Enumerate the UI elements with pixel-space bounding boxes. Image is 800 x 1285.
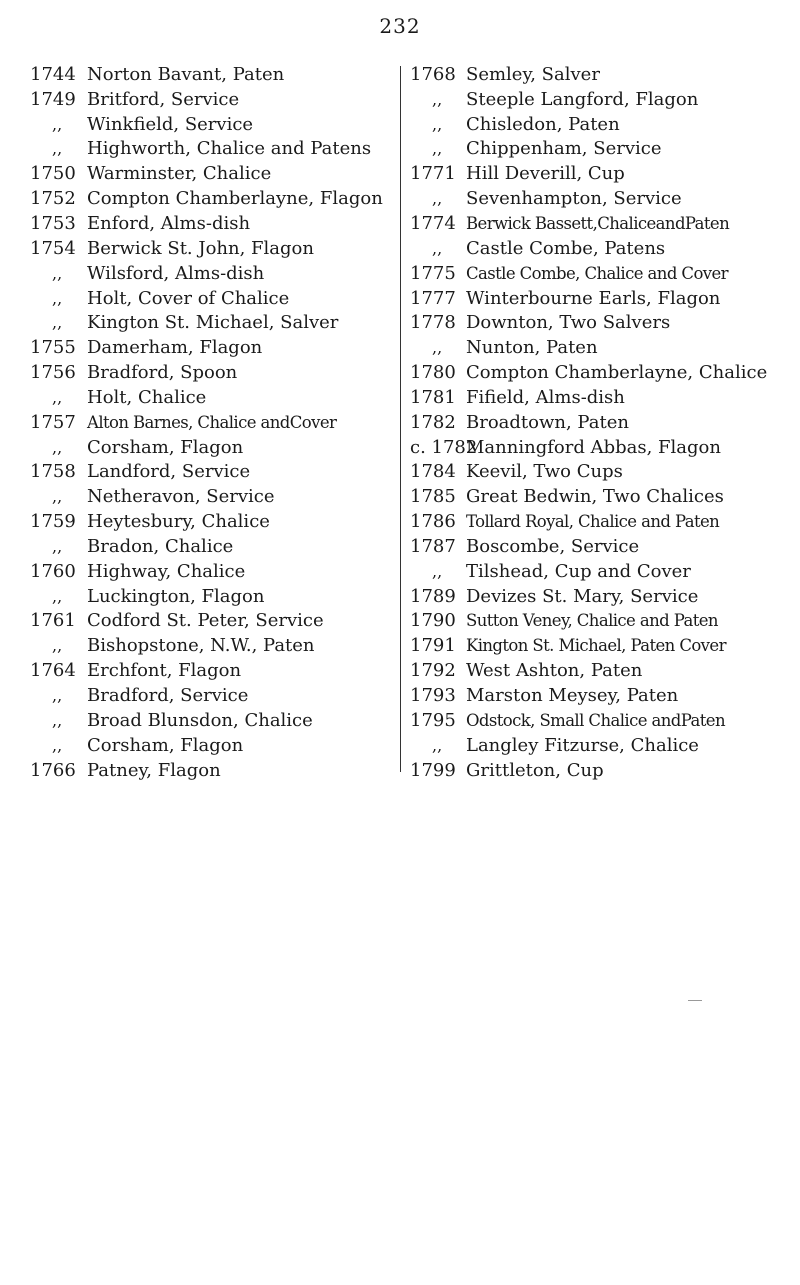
entry-text: Downton, Two Salvers bbox=[466, 312, 671, 334]
list-item bbox=[410, 460, 772, 485]
list-item bbox=[410, 410, 772, 435]
list-item bbox=[410, 658, 772, 683]
entry-year: 1766 bbox=[30, 759, 76, 781]
entry-year: 1782 bbox=[410, 411, 456, 433]
ditto-mark: ,, bbox=[432, 561, 443, 581]
entry-year bbox=[410, 561, 466, 582]
entry-text: Codford St. Peter, Service bbox=[87, 610, 324, 632]
entry-text: Bradon, Chalice bbox=[87, 535, 234, 557]
entry-text: West Ashton, Paten bbox=[466, 660, 643, 682]
entry-text: Netheravon, Service bbox=[87, 486, 275, 508]
ditto-mark: ,, bbox=[52, 636, 63, 656]
entry-year bbox=[410, 735, 466, 756]
list-item bbox=[410, 310, 772, 335]
list-item bbox=[30, 733, 392, 758]
entry-year: 1791 bbox=[410, 635, 456, 657]
entry-text: Castle Combe, Chalice and Cover bbox=[466, 263, 728, 283]
list-item bbox=[30, 584, 392, 609]
entry-year: 1784 bbox=[410, 461, 456, 483]
list-item bbox=[30, 708, 392, 733]
ditto-mark: ,, bbox=[52, 735, 63, 755]
ditto-mark: ,, bbox=[52, 536, 63, 556]
entry-text: Kington St. Michael, Paten Cover bbox=[466, 636, 726, 656]
entry-year: 1795 bbox=[410, 709, 456, 731]
entry-year: 1789 bbox=[410, 585, 456, 607]
column-divider bbox=[400, 66, 401, 772]
list-item bbox=[30, 87, 392, 112]
list-item bbox=[30, 509, 392, 534]
entry-text: Manningford Abbas, Flagon bbox=[466, 436, 721, 458]
entry-text: Odstock, Small Chalice andPaten bbox=[466, 710, 725, 730]
list-item bbox=[410, 211, 772, 236]
ditto-mark: ,, bbox=[52, 487, 63, 507]
entry-text: Berwick Bassett,ChaliceandPaten bbox=[466, 213, 730, 233]
entry-year bbox=[410, 138, 466, 159]
entry-year: 1756 bbox=[30, 362, 76, 384]
entry-text: Broadtown, Paten bbox=[466, 411, 629, 433]
entry-text: Bishopstone, N.W., Paten bbox=[87, 635, 315, 657]
entry-year bbox=[30, 437, 87, 458]
list-item bbox=[30, 609, 392, 634]
list-item bbox=[410, 534, 772, 559]
entry-year: 1799 bbox=[410, 759, 456, 781]
entry-year bbox=[30, 486, 87, 507]
entry-text: Hill Deverill, Cup bbox=[466, 163, 625, 185]
entry-year bbox=[30, 586, 87, 607]
list-item bbox=[410, 733, 772, 758]
list-item bbox=[410, 435, 772, 460]
entry-year: 1744 bbox=[30, 63, 76, 85]
list-item bbox=[30, 335, 392, 360]
entry-year: 1785 bbox=[410, 486, 456, 508]
entry-year: 1757 bbox=[30, 411, 76, 433]
list-item bbox=[30, 112, 392, 137]
entry-text: Corsham, Flagon bbox=[87, 734, 244, 756]
list-item bbox=[30, 211, 392, 236]
ditto-mark: ,, bbox=[52, 114, 63, 134]
ditto-mark: ,, bbox=[432, 189, 443, 209]
list-item bbox=[410, 509, 772, 534]
entry-year bbox=[30, 685, 87, 706]
entry-text: Boscombe, Service bbox=[466, 535, 640, 557]
entry-text: Tollard Royal, Chalice and Paten bbox=[466, 512, 720, 532]
entry-year: 1753 bbox=[30, 212, 76, 234]
ditto-mark: ,, bbox=[52, 387, 63, 407]
entry-year: 1778 bbox=[410, 312, 456, 334]
list-item bbox=[30, 484, 392, 509]
entry-year: 1774 bbox=[410, 212, 456, 234]
ditto-mark: ,, bbox=[432, 735, 443, 755]
entry-text: Holt, Cover of Chalice bbox=[87, 287, 290, 309]
entry-year bbox=[30, 138, 87, 159]
ditto-mark: ,, bbox=[52, 686, 63, 706]
entry-year: 1750 bbox=[30, 163, 76, 185]
list-item bbox=[30, 261, 392, 286]
list-item bbox=[30, 62, 392, 87]
ditto-mark: ,, bbox=[52, 313, 63, 333]
entry-text: Chippenham, Service bbox=[466, 138, 662, 160]
entry-year bbox=[30, 114, 87, 135]
entry-text: Britford, Service bbox=[87, 88, 240, 110]
list-item bbox=[30, 385, 392, 410]
entry-text: Highworth, Chalice and Patens bbox=[87, 138, 372, 160]
list-item bbox=[410, 62, 772, 87]
entry-year bbox=[30, 387, 87, 408]
entry-text: Highway, Chalice bbox=[87, 560, 246, 582]
list-item bbox=[30, 658, 392, 683]
entry-text: Devizes St. Mary, Service bbox=[466, 585, 699, 607]
list-item bbox=[410, 683, 772, 708]
list-item bbox=[30, 236, 392, 261]
list-item bbox=[410, 112, 772, 137]
entry-text: Langley Fitzurse, Chalice bbox=[466, 734, 699, 756]
entry-text: Semley, Salver bbox=[466, 63, 600, 85]
entry-year: 1755 bbox=[30, 337, 76, 359]
entry-year: 1771 bbox=[410, 163, 456, 185]
entry-year: 1775 bbox=[410, 262, 456, 284]
entry-text: Steeple Langford, Flagon bbox=[466, 88, 699, 110]
entry-year: 1777 bbox=[410, 287, 456, 309]
list-item bbox=[30, 633, 392, 658]
entry-year: 1786 bbox=[410, 511, 456, 533]
entry-text: Holt, Chalice bbox=[87, 386, 207, 408]
list-item bbox=[410, 360, 772, 385]
list-item bbox=[30, 559, 392, 584]
entry-text: Bradford, Service bbox=[87, 685, 249, 707]
entry-year bbox=[30, 536, 87, 557]
entry-text: Nunton, Paten bbox=[466, 337, 598, 359]
page-speck bbox=[688, 1000, 702, 1001]
entry-year bbox=[30, 263, 87, 284]
entry-text: Erchfont, Flagon bbox=[87, 660, 242, 682]
list-item bbox=[410, 137, 772, 162]
entry-text: Broad Blunsdon, Chalice bbox=[87, 709, 313, 731]
list-item bbox=[410, 286, 772, 311]
page-number: 232 bbox=[379, 14, 421, 38]
entry-year: c. 1782 bbox=[410, 436, 478, 458]
list-item bbox=[30, 460, 392, 485]
entry-text: Bradford, Spoon bbox=[87, 362, 238, 384]
entry-text: Winkfield, Service bbox=[87, 113, 254, 135]
list-item bbox=[410, 484, 772, 509]
list-item bbox=[410, 87, 772, 112]
list-item bbox=[410, 633, 772, 658]
entry-year bbox=[30, 710, 87, 731]
list-item bbox=[410, 236, 772, 261]
list-item bbox=[30, 310, 392, 335]
entry-text: Wilsford, Alms-dish bbox=[87, 262, 265, 284]
ditto-mark: ,, bbox=[432, 338, 443, 358]
entry-year bbox=[30, 288, 87, 309]
entry-year: 1758 bbox=[30, 461, 76, 483]
entry-year: 1768 bbox=[410, 63, 456, 85]
entry-year bbox=[30, 635, 87, 656]
entry-text: Patney, Flagon bbox=[87, 759, 221, 781]
entry-year: 1760 bbox=[30, 560, 76, 582]
list-item bbox=[410, 758, 772, 783]
entry-year: 1764 bbox=[30, 660, 76, 682]
list-item bbox=[30, 161, 392, 186]
entry-text: Landford, Service bbox=[87, 461, 251, 483]
entry-year: 1780 bbox=[410, 362, 456, 384]
ditto-mark: ,, bbox=[52, 288, 63, 308]
ditto-mark: ,, bbox=[432, 89, 443, 109]
entry-text: Norton Bavant, Paten bbox=[87, 63, 285, 85]
entry-text: Sutton Veney, Chalice and Paten bbox=[466, 611, 718, 631]
entry-year bbox=[410, 337, 466, 358]
ditto-mark: ,, bbox=[52, 263, 63, 283]
entry-text: Sevenhampton, Service bbox=[466, 188, 682, 210]
entry-year bbox=[410, 238, 466, 259]
list-item bbox=[30, 534, 392, 559]
list-item bbox=[410, 609, 772, 634]
list-item bbox=[410, 385, 772, 410]
entry-year: 1752 bbox=[30, 188, 76, 210]
entry-year bbox=[410, 114, 466, 135]
list-item bbox=[30, 360, 392, 385]
entry-year: 1761 bbox=[30, 610, 76, 632]
list-item bbox=[410, 559, 772, 584]
list-item bbox=[410, 161, 772, 186]
entry-text: Compton Chamberlayne, Flagon bbox=[87, 188, 383, 210]
entry-year bbox=[30, 735, 87, 756]
entry-year bbox=[410, 89, 466, 110]
entry-text: Chisledon, Paten bbox=[466, 113, 620, 135]
ditto-mark: ,, bbox=[52, 139, 63, 159]
list-item bbox=[30, 186, 392, 211]
entry-text: Heytesbury, Chalice bbox=[87, 511, 270, 533]
ditto-mark: ,, bbox=[432, 114, 443, 134]
entry-year: 1792 bbox=[410, 660, 456, 682]
entry-year bbox=[30, 312, 87, 333]
entry-text: Great Bedwin, Two Chalices bbox=[466, 486, 724, 508]
entry-text: Enford, Alms-dish bbox=[87, 212, 251, 234]
entry-year: 1749 bbox=[30, 88, 76, 110]
ditto-mark: ,, bbox=[52, 586, 63, 606]
entry-text: Tilshead, Cup and Cover bbox=[466, 560, 691, 582]
entry-text: Warminster, Chalice bbox=[87, 163, 272, 185]
entry-text: Fifield, Alms-dish bbox=[466, 386, 625, 408]
right-column bbox=[410, 62, 772, 782]
entry-text: Castle Combe, Patens bbox=[466, 237, 666, 259]
entry-text: Damerham, Flagon bbox=[87, 337, 263, 359]
list-item bbox=[30, 758, 392, 783]
list-item bbox=[410, 335, 772, 360]
ditto-mark: ,, bbox=[432, 139, 443, 159]
entry-year: 1790 bbox=[410, 610, 456, 632]
entry-text: Keevil, Two Cups bbox=[466, 461, 623, 483]
entry-text: Marston Meysey, Paten bbox=[466, 685, 679, 707]
list-item bbox=[30, 683, 392, 708]
list-item bbox=[410, 584, 772, 609]
entry-text: Alton Barnes, Chalice andCover bbox=[87, 412, 337, 432]
entry-year: 1793 bbox=[410, 685, 456, 707]
ditto-mark: ,, bbox=[52, 437, 63, 457]
left-column bbox=[30, 62, 392, 782]
entry-text: Winterbourne Earls, Flagon bbox=[466, 287, 721, 309]
list-item bbox=[30, 435, 392, 460]
entry-year: 1781 bbox=[410, 386, 456, 408]
entry-text: Kington St. Michael, Salver bbox=[87, 312, 339, 334]
list-item bbox=[410, 186, 772, 211]
ditto-mark: ,, bbox=[432, 238, 443, 258]
entry-year: 1754 bbox=[30, 237, 76, 259]
list-item bbox=[30, 137, 392, 162]
list-item bbox=[30, 410, 392, 435]
entry-year bbox=[410, 188, 466, 209]
entry-text: Berwick St. John, Flagon bbox=[87, 237, 314, 259]
list-item bbox=[410, 261, 772, 286]
list-item bbox=[410, 708, 772, 733]
entry-text: Compton Chamberlayne, Chalice bbox=[466, 362, 768, 384]
entry-year: 1759 bbox=[30, 511, 76, 533]
list-item bbox=[30, 286, 392, 311]
ditto-mark: ,, bbox=[52, 710, 63, 730]
entry-text: Grittleton, Cup bbox=[466, 759, 604, 781]
entry-text: Corsham, Flagon bbox=[87, 436, 244, 458]
entry-year: 1787 bbox=[410, 535, 456, 557]
entry-text: Luckington, Flagon bbox=[87, 585, 265, 607]
